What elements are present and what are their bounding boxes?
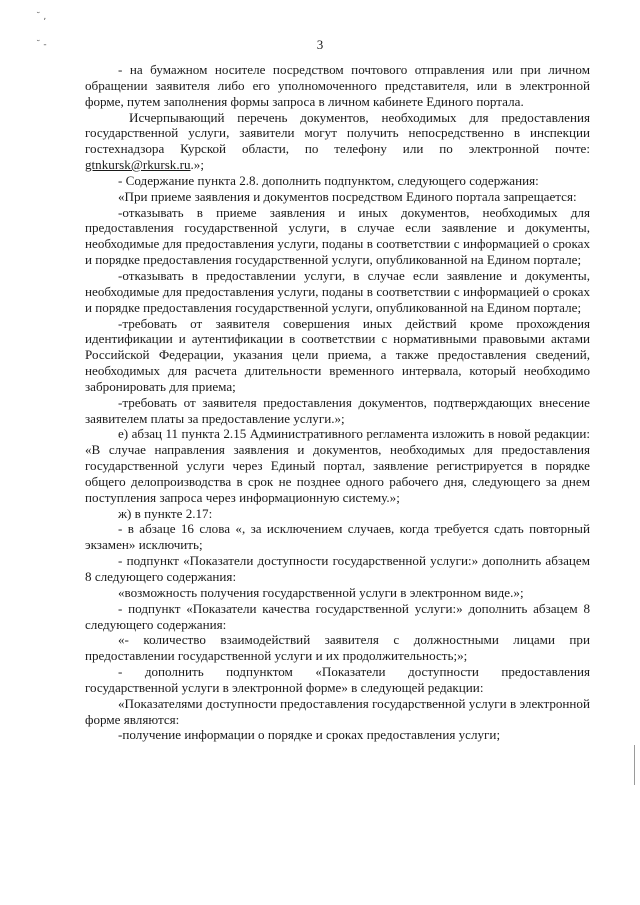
- paragraph: [85, 506, 590, 522]
- paragraph-text: - на бумажном носителе посредством почтового отправления или при личном обращении заявителя либо его уполномоченного представителя, или в электронной форме, путем заполнения формы запроса в личном кабинете Единого портала.: [85, 62, 590, 109]
- paragraph: [85, 426, 590, 505]
- paragraph: [85, 585, 590, 601]
- paragraph-text: Исчерпывающий перечень документов, необходимых для предоставления государственной услуги, заявители могут получить непосредственно в инспекции гостехнадзора Курской области, по телефону или по электронной почте:: [85, 109, 590, 157]
- paragraph: [85, 601, 590, 633]
- paragraph: [85, 632, 590, 664]
- paragraph: [85, 205, 590, 268]
- paragraph-text: - дополнить подпунктом «Показатели доступности предоставления государственной услуги в электронной форме» в следующей редакции:: [85, 664, 590, 695]
- scan-mark: ˘ -: [36, 40, 47, 50]
- paragraph-text: «Показателями доступности предоставления государственной услуги в электронной форме являются:: [85, 695, 590, 727]
- paragraph-text: -отказывать в предоставлении услуги, в случае если заявление и документы, необходимые для предоставления услуги, поданы в соответствии с информацией о сроках и порядке предоставления государственной услуги, опубликованной на Едином портале;: [85, 267, 590, 315]
- paragraph-text: е) абзац 11 пункта 2.15 Административного регламента изложить в новой редакции: «В случае направления заявления и документов, необходимых для предоставления государственной услуги через Единый портал, заявление регистрируется в порядке общего делопроизводства в срок не позднее одного рабочего дня, следующего за днем поступления запроса через информационную систему.»;: [85, 426, 590, 505]
- paragraph-text: «возможность получения государственной услуги в электронном виде.»;: [118, 584, 524, 600]
- page-number: 3: [316, 37, 324, 52]
- paragraph: [85, 395, 590, 427]
- email-link[interactable]: gtnkursk@rkursk.ru: [85, 157, 191, 173]
- paragraph-text: -требовать от заявителя совершения иных действий кроме прохождения идентификации и аутентификации в соответствии с нормативными правовыми актами Российской Федерации, указания цели приема, а также предоставления сведений, необходимых для расчета длительности временного интервала, который необходимо забронировать для приема;: [85, 315, 590, 394]
- paragraph-text: - Содержание пункта 2.8. дополнить подпунктом, следующего содержания:: [118, 172, 539, 188]
- paragraph: [85, 727, 590, 743]
- paragraph: [85, 189, 590, 205]
- paragraph: [85, 268, 590, 316]
- paragraph: [85, 553, 590, 585]
- paragraph: [85, 62, 590, 110]
- document-body: [85, 62, 590, 743]
- scan-edge-line: [634, 745, 635, 785]
- paragraph: [85, 696, 590, 728]
- paragraph-text: .»;: [190, 157, 204, 173]
- paragraph: [85, 521, 590, 553]
- paragraph-text: «При приеме заявления и документов посредством Единого портала запрещается:: [118, 188, 577, 204]
- paragraph: [85, 316, 590, 395]
- paragraph-text: ж) в пункте 2.17:: [118, 505, 213, 521]
- paragraph-text: - подпункт «Показатели качества государственной услуги:» дополнить абзацем 8 следующего содержания:: [85, 600, 590, 632]
- paragraph-text: - подпункт «Показатели доступности государственной услуги:» дополнить абзацем 8 следующего содержания:: [85, 553, 590, 584]
- paragraph: [85, 110, 590, 173]
- paragraph: [85, 664, 590, 696]
- paragraph: [85, 173, 590, 189]
- paragraph-text: -отказывать в приеме заявления и иных документов, необходимых для предоставления государственной услуги, в случае если заявление и документы, необходимые для предоставления услуги, поданы в соответствии с информацией о сроках и порядке предоставления государственной услуги, опубликованной на Едином портале;: [85, 204, 590, 268]
- paragraph-text: -получение информации о порядке и сроках предоставления услуги;: [118, 727, 501, 743]
- paragraph-text: «- количество взаимодействий заявителя с должностными лицами при предоставлении государственной услуги и их продолжительность;»;: [85, 632, 590, 664]
- paragraph-text: - в абзаце 16 слова «, за исключением случаев, когда требуется сдать повторный экзамен» исключить;: [85, 521, 590, 553]
- paragraph-text: -требовать от заявителя предоставления документов, подтверждающих внесение заявителем платы за предоставление услуги.»;: [85, 394, 590, 426]
- scan-mark: ˘ ,: [36, 12, 47, 22]
